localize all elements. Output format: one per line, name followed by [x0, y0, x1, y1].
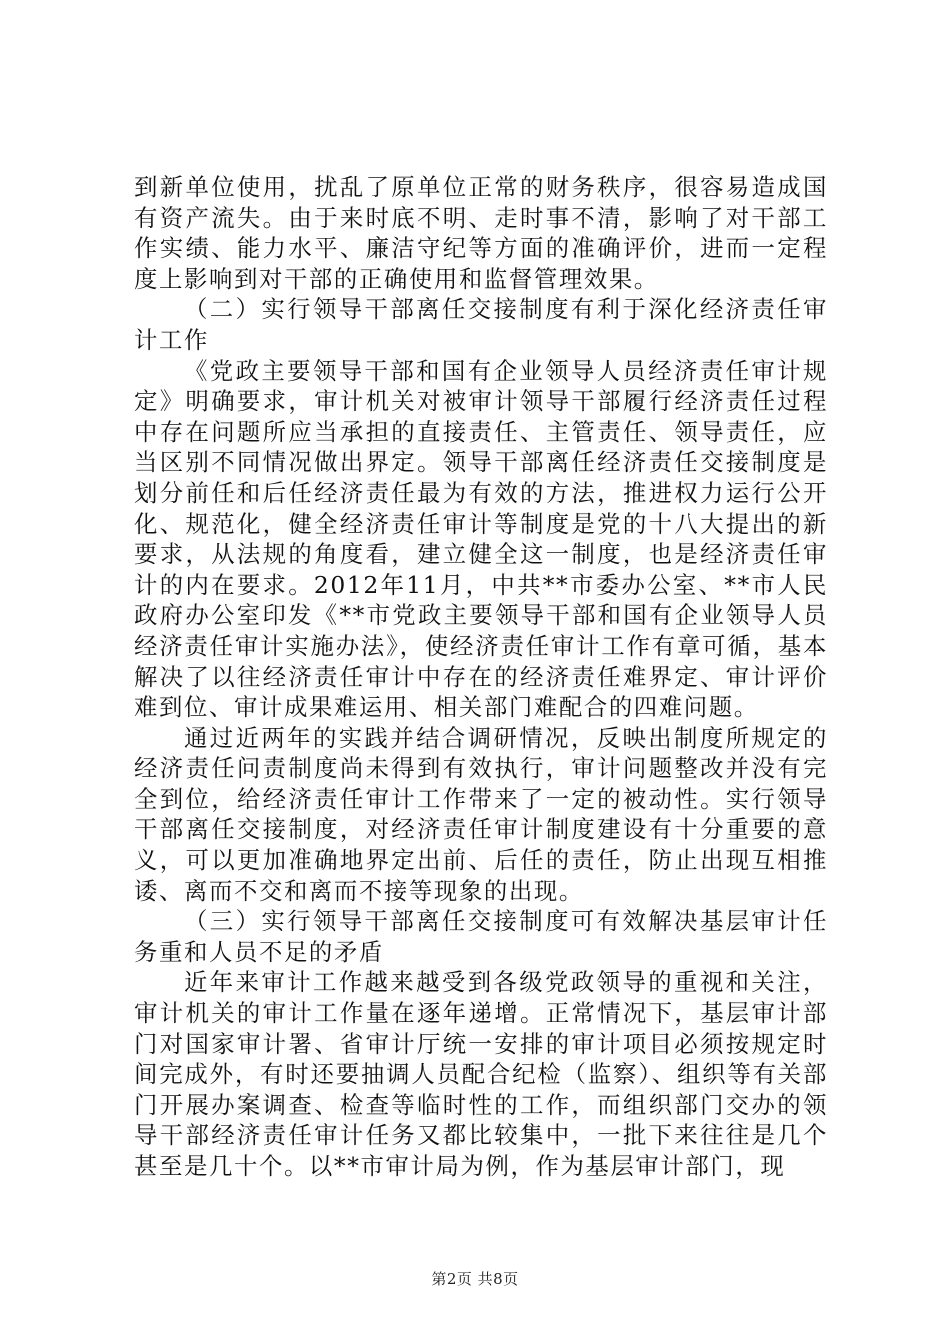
paragraph-workload: 近年来审计工作越来越受到各级党政领导的重视和关注，审计机关的审计工作量在逐年递增。正常情况下，基层审计部门对国家审计署、省审计厅统一安排的审计项目必须按规定时间完成外，有时还要抽调人员配合纪检（监察）、组织等有关部门开展办案调查、检查等临时性的工作，而组织部门交办的领导干部经济责任审计任务又都比较集中，一批下来往往是几个甚至是几十个。以**市审计局为例，作为基层审计部门，现: [134, 968, 828, 1180]
paragraph-continued: 到新单位使用，扰乱了原单位正常的财务秩序，很容易造成国有资产流失。由于来时底不明、走时事不清，影响了对干部工作实绩、能力水平、廉洁守纪等方面的准确评价，进而一定程度上影响到对干部的正确使用和监督管理效果。: [134, 173, 828, 293]
paragraph-practice: 通过近两年的实践并结合调研情况，反映出制度所规定的经济责任问责制度尚未得到有效执行，审计问题整改并没有完全到位，给经济责任审计工作带来了一定的被动性。实行领导干部离任交接制度，对经济责任审计制度建设有十分重要的意义，可以更加准确地界定出前、后任的责任，防止出现互相推诿、离而不交和离而不接等现象的出现。: [134, 723, 828, 905]
paragraph-regulation: 《党政主要领导干部和国有企业领导人员经济责任审计规定》明确要求，审计机关对被审计领导干部履行经济责任过程中存在问题所应当承担的直接责任、主管责任、领导责任，应当区别不同情况做出界定。领导干部离任经济责任交接制度是划分前任和后任经济责任最为有效的方法，推进权力运行公开化、规范化，健全经济责任审计等制度是党的十八大提出的新要求，从法规的角度看，建立健全这一制度，也是经济责任审计的内在要求。2012年11月，中共**市委办公室、**市人民政府办公室印发《**市党政主要领导干部和国有企业领导人员经济责任审计实施办法》，使经济责任审计工作有章可循，基本解决了以往经济责任审计中存在的经济责任难界定、审计评价难到位、审计成果难运用、相关部门难配合的四难问题。: [134, 356, 828, 722]
document-body: [134, 172, 828, 1182]
page-number-footer: 第2页 共8页: [431, 1270, 519, 1288]
section-heading-two: （二）实行领导干部离任交接制度有利于深化经济责任审计工作: [134, 295, 828, 354]
section-heading-three: （三）实行领导干部离任交接制度可有效解决基层审计任务重和人员不足的矛盾: [134, 907, 828, 966]
